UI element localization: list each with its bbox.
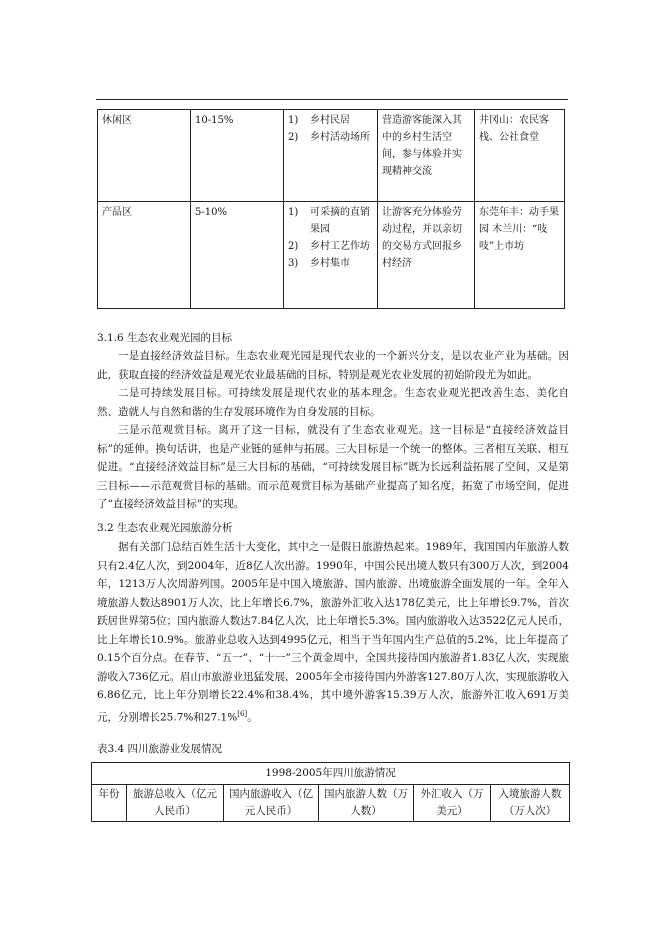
- list-item: [288, 112, 373, 129]
- zone-name-cell: 产品区: [98, 202, 191, 309]
- column-header: 入境旅游人数（万人次）: [491, 785, 570, 822]
- header-rule: [96, 99, 568, 100]
- citation: [6]: [237, 709, 248, 718]
- item-number: 2): [288, 241, 299, 252]
- item-text: 乡村民居: [310, 115, 350, 126]
- list-item: [288, 204, 373, 238]
- table-caption: 表3.4 四川旅游业发展情况: [97, 743, 223, 755]
- zone-description-cell: 让游客充分体验劳动过程，并以亲切的交易方式回报乡村经济: [378, 202, 475, 309]
- zone-items-list: [288, 112, 373, 146]
- item-number: 1): [288, 115, 299, 126]
- tourism-table: [91, 762, 570, 822]
- paragraph-text: 据有关部门总结百姓生活十大变化，其中之一是假日旅游热起来。1989年，我国国内年旅游人数只有2.4亿人次，到2004年，近8亿人次出游。1990年，中国公民出境人数只有300万人次，到2004年，1213万人次周游列国。2005年是中国入境旅游、国内旅游、出境旅游全面发展的一年。全年入境旅游人数达8901万人次，比上年增长6.7%，旅游外汇收入达178亿美元，比上年增长9.7%，首次跃居世界第5位；国内旅游人数达7.84亿人次，比上年增长5.3%。国内旅游收入达3522亿元人民币，比上年增长10.9%。旅游业总收入达到4995亿元，相当于当年国内生产总值的5.2%，比上年提高了0.15个百分点。在春节、“五一”、“十一”三个黄金周中，全国共接待国内旅游者1.83亿人次，实现旅游收入736亿元。眉山市旅游业迅猛发展，2005年全市接待国内外游客127.80万人次，实现旅游收入6.86亿元，比上年分别增长22.4%和38.4%，其中境外游客15.39万人次，旅游外汇收入691万美元，分别增长25.7%和27.1%: [97, 541, 570, 723]
- zones-table: [97, 109, 565, 309]
- table-title-row: [92, 763, 570, 785]
- column-header: 年份: [92, 785, 127, 822]
- zone-name-cell: 休闲区: [98, 110, 191, 202]
- zone-ratio-cell: 10-15%: [191, 110, 284, 202]
- paragraph: 二是可持续发展目标。可持续发展是现代农业的基本理念。生态农业观光把改善生态、美化自然、造就人与自然和谐的生存发展环境作为自身发展的目标。: [97, 387, 569, 418]
- item-number: 2): [288, 132, 299, 143]
- paragraph: [97, 538, 569, 727]
- paragraph: 一是直接经济效益目标。生态农业观光园是现代农业的一个新兴分支，是以农业产业为基础。因此，获取直接的经济效益是观光农业最基础的目标，特别是观光农业发展的初始阶段尤为如此。: [97, 350, 569, 381]
- item-text: 可采摘的直销果园: [310, 207, 370, 235]
- list-item: [288, 129, 373, 146]
- section-heading-316: 3.1.6 生态农业观光园的目标: [97, 332, 233, 344]
- table-title: 1998-2005年四川旅游情况: [92, 763, 570, 785]
- item-text: 乡村活动场所: [310, 132, 370, 143]
- paragraph: 三是示范观赏目标。离开了这一目标，就没有了生态农业观光。这一目标是“直接经济效益目标”的延伸。换句话讲，也是产业链的延伸与拓展。三大目标是一个统一的整体。三者相互关联、相互促进。“直接经济效益目标”是三大目标的基础，“可持续发展目标”既为长远利益拓展了空间，又是第三目标——示范观赏目标的基础。而示范观赏目标为基础产业提高了知名度，拓宽了市场空间，促进了“直接经济效益目标”的实现。: [97, 424, 569, 510]
- zone-items-cell: [284, 110, 378, 202]
- column-header: 国内旅游收入（亿元人民币）: [224, 785, 319, 822]
- zone-ratio-cell: 5-10%: [191, 202, 284, 309]
- zone-description-cell: 营造游客能深入其中的乡村生活空间，参与体验并实现精神交流: [378, 110, 475, 202]
- zone-example-cell: 东莞年丰：动手果园 木兰川：“吱吱”上市坊: [475, 202, 565, 309]
- list-item: [288, 255, 373, 272]
- paragraph-ending: 。: [247, 711, 258, 723]
- column-header: 外汇收入（万美元）: [414, 785, 491, 822]
- table-header-row: [92, 785, 570, 822]
- section-heading-32: 3.2 生态农业观光园旅游分析: [97, 522, 233, 534]
- zone-example-cell: 井冈山：农民客栈、公社食堂: [475, 110, 565, 202]
- item-text: 乡村集市: [310, 258, 350, 269]
- column-header: 旅游总收入（亿元人民币）: [127, 785, 224, 822]
- table-row: [98, 110, 565, 202]
- item-number: 3): [288, 258, 299, 269]
- zone-items-list: [288, 204, 373, 272]
- table-row: [98, 202, 565, 309]
- section-316-body: [97, 347, 569, 514]
- zone-items-cell: [284, 202, 378, 309]
- column-header: 国内旅游人数（万人数）: [319, 785, 414, 822]
- item-number: 1): [288, 207, 299, 218]
- section-32-body: [97, 538, 569, 727]
- list-item: [288, 238, 373, 255]
- item-text: 乡村工艺作坊: [310, 241, 370, 252]
